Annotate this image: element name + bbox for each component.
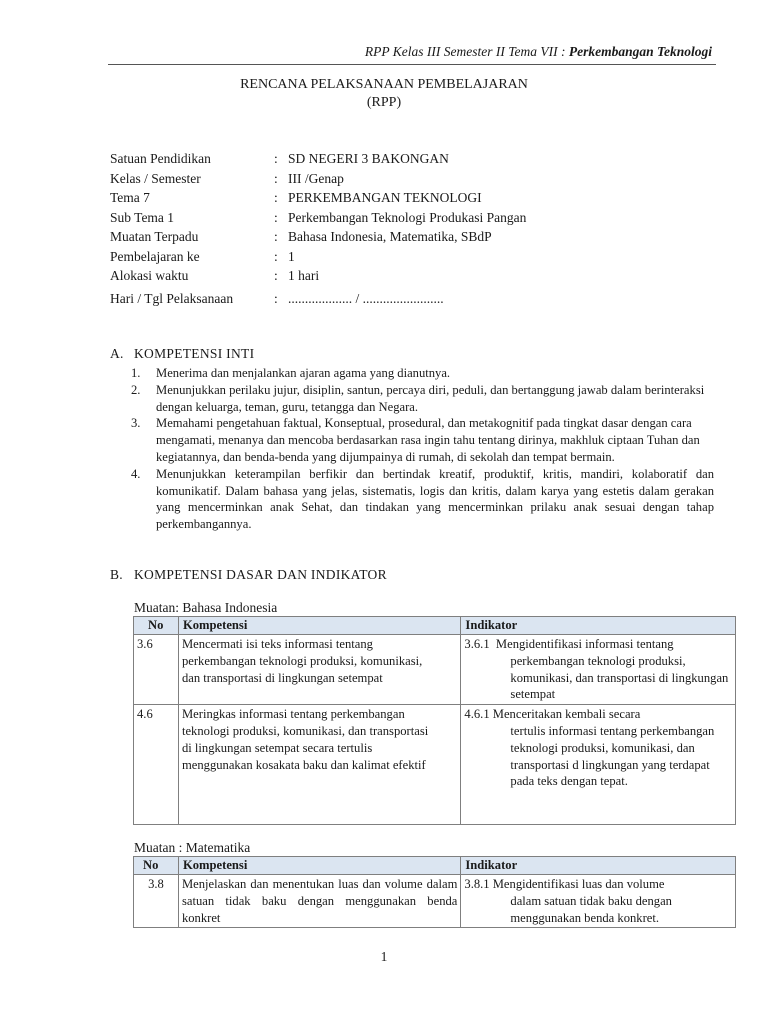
running-header (365, 44, 712, 60)
section-number: B. (110, 567, 123, 582)
identity-row (110, 171, 710, 191)
list-item (131, 382, 714, 416)
indicator-continuation: perkembangan teknologi produksi, komunikasi, dan transportasi di lingkungan setempat (510, 653, 729, 702)
kompetensi-text: Meringkas informasi tentang perkembangan teknologi produksi, komunikasi, dan transportasi di lingkungan setempat secara tertulis menggunakan kosakata baku dan kalimat efektif (181, 707, 429, 772)
identity-sep: : (274, 170, 278, 186)
identity-sep: : (274, 290, 278, 306)
indicator-text: Menceritakan kembali secara (492, 707, 641, 722)
header-kompetensi: Kompetensi (178, 617, 460, 635)
identity-sep: : (274, 268, 278, 283)
header-no: No (134, 857, 179, 875)
list-number: 2. (131, 382, 141, 397)
identity-label: Tema 7 (110, 190, 150, 205)
list-item (131, 365, 714, 382)
header-indikator: Indikator (461, 857, 736, 875)
muatan-matematika-label: Muatan : Matematika (134, 840, 251, 855)
identity-value: 1 hari (288, 268, 320, 283)
list-text: Memahami pengetahuan faktual, Konseptual, prosedural, dan metakognitif pada tingkat dasar dengan cara mengamati, menanya dan mencoba berdasarkan rasa ingin tahu tentang dirinya, makhluk ciptaan Tuhan dan kegiatannya, dan benda-benda yang dijumpainya di rumah, di sekolah dan tempat bermain. (156, 416, 700, 464)
header-indikator: Indikator (461, 617, 736, 635)
identity-label: Pembelajaran ke (110, 248, 200, 264)
identity-sep: : (274, 248, 278, 264)
kompetensi-text: Mencermati isi teks informasi tentang perkembangan teknologi produksi, komunikasi, dan transportasi di lingkungan setempat (181, 637, 423, 685)
header-emphasis: Perkembangan Teknologi (568, 44, 712, 59)
section-a-heading (110, 346, 254, 362)
indicator-first-line (464, 706, 732, 723)
identity-value: III /Genap (288, 170, 344, 186)
kd-table-matematika (133, 856, 736, 928)
identity-label: Sub Tema 1 (110, 209, 175, 225)
identity-label: Alokasi waktu (110, 268, 189, 283)
indicator-text: Mengidentifikasi luas dan volume (492, 877, 665, 891)
muatan-bahasa-indonesia-label: Muatan: Bahasa Indonesia (134, 600, 278, 615)
indicator-code: 3.8.1 (464, 877, 490, 891)
cell-no: 3.8 (134, 875, 179, 928)
list-number: 3. (131, 416, 141, 431)
identity-label: Kelas / Semester (110, 170, 201, 186)
identity-sep: : (274, 229, 278, 244)
table-row (134, 875, 736, 928)
identity-row (110, 268, 710, 288)
table-row (134, 705, 736, 825)
identity-value: Perkembangan Teknologi Produkasi Pangan (288, 209, 527, 225)
identity-value: 1 (288, 248, 295, 264)
section-b-heading (110, 567, 387, 583)
list-number: 4. (131, 466, 141, 481)
identity-sep: : (274, 151, 278, 166)
section-title: KOMPETENSI DASAR DAN INDIKATOR (134, 567, 387, 582)
identity-value: PERKEMBANGAN TEKNOLOGI (288, 190, 482, 205)
identity-row (110, 210, 710, 230)
cell-no: 4.6 (134, 705, 179, 825)
cell-indikator (461, 875, 736, 928)
document-title: RENCANA PELAKSANAAN PEMBELAJARAN (240, 77, 528, 92)
table-row (134, 635, 736, 705)
identity-label: Satuan Pendidikan (110, 151, 211, 166)
identity-row (110, 291, 710, 311)
indicator-first-line (464, 876, 732, 893)
cell-kompetensi (178, 635, 460, 705)
list-item (131, 466, 714, 533)
header-prefix: RPP Kelas III Semester II Tema VII : (364, 44, 569, 59)
header-no: No (134, 617, 179, 635)
cell-indikator (461, 705, 736, 825)
identity-row (110, 151, 710, 171)
indicator-code: 3.6.1 (464, 637, 490, 651)
list-number: 1. (131, 366, 141, 380)
indicator-continuation: dalam satuan tidak baku dengan menggunakan benda konkret. (510, 893, 672, 925)
kompetensi-text: Menjelaskan dan menentukan luas dan volume dalam satuan tidak baku dengan menggunakan benda konkret (181, 877, 458, 925)
cell-no: 3.6 (134, 635, 179, 705)
section-number: A. (110, 346, 124, 361)
indicator-text: Mengidentifikasi informasi tentang (495, 637, 674, 651)
indicator-continuation: tertulis informasi tentang perkembangan teknologi produksi, komunikasi, dan transportasi d lingkungan yang terdapat pada teks dengan tepat. (510, 723, 715, 789)
header-kompetensi: Kompetensi (178, 857, 460, 875)
kd-table-bahasa-indonesia (133, 616, 736, 825)
list-text: Menunjukkan keterampilan berfikir dan bertindak kreatif, produktif, kritis, mandiri, kolaboratif dan komunikatif. Dalam bahasa yang jelas, sistematis, logis dan kritis, dalam karya yang estetis dalam gerakan yang mencerminkan anak Sehat, dan tindakan yang mencerminkan prilaku anak sesuai dengan tahap perkembangannya. (156, 466, 714, 532)
header-rule (108, 64, 716, 65)
indicator-first-line (464, 636, 732, 653)
list-text: Menunjukkan perilaku jujur, disiplin, santun, percaya diri, peduli, dan bertanggung jawab dalam berinteraksi dengan keluarga, teman, guru, tetangga dan Negara. (156, 382, 705, 414)
kompetensi-inti-list (131, 365, 714, 533)
identity-label: Muatan Terpadu (110, 229, 199, 244)
table-header-row (134, 617, 736, 635)
cell-indikator (461, 635, 736, 705)
identity-row (110, 229, 710, 249)
indicator-code: 4.6.1 (464, 707, 490, 722)
identity-sep: : (274, 209, 278, 225)
identity-block (110, 151, 710, 310)
page-number: 1 (380, 949, 388, 964)
identity-sep: : (274, 190, 278, 205)
cell-kompetensi (178, 705, 460, 825)
section-title: KOMPETENSI INTI (134, 346, 255, 361)
identity-row (110, 249, 710, 269)
document-subtitle: (RPP) (366, 95, 402, 110)
identity-value: ................... / ........................ (288, 290, 444, 306)
identity-row (110, 190, 710, 210)
identity-value: SD NEGERI 3 BAKONGAN (288, 151, 449, 166)
list-text: Menerima dan menjalankan ajaran agama yang dianutnya. (156, 366, 451, 380)
table-header-row (134, 857, 736, 875)
identity-label: Hari / Tgl Pelaksanaan (110, 290, 234, 306)
cell-kompetensi (178, 875, 460, 928)
list-item (131, 415, 714, 465)
identity-value: Bahasa Indonesia, Matematika, SBdP (288, 229, 492, 244)
